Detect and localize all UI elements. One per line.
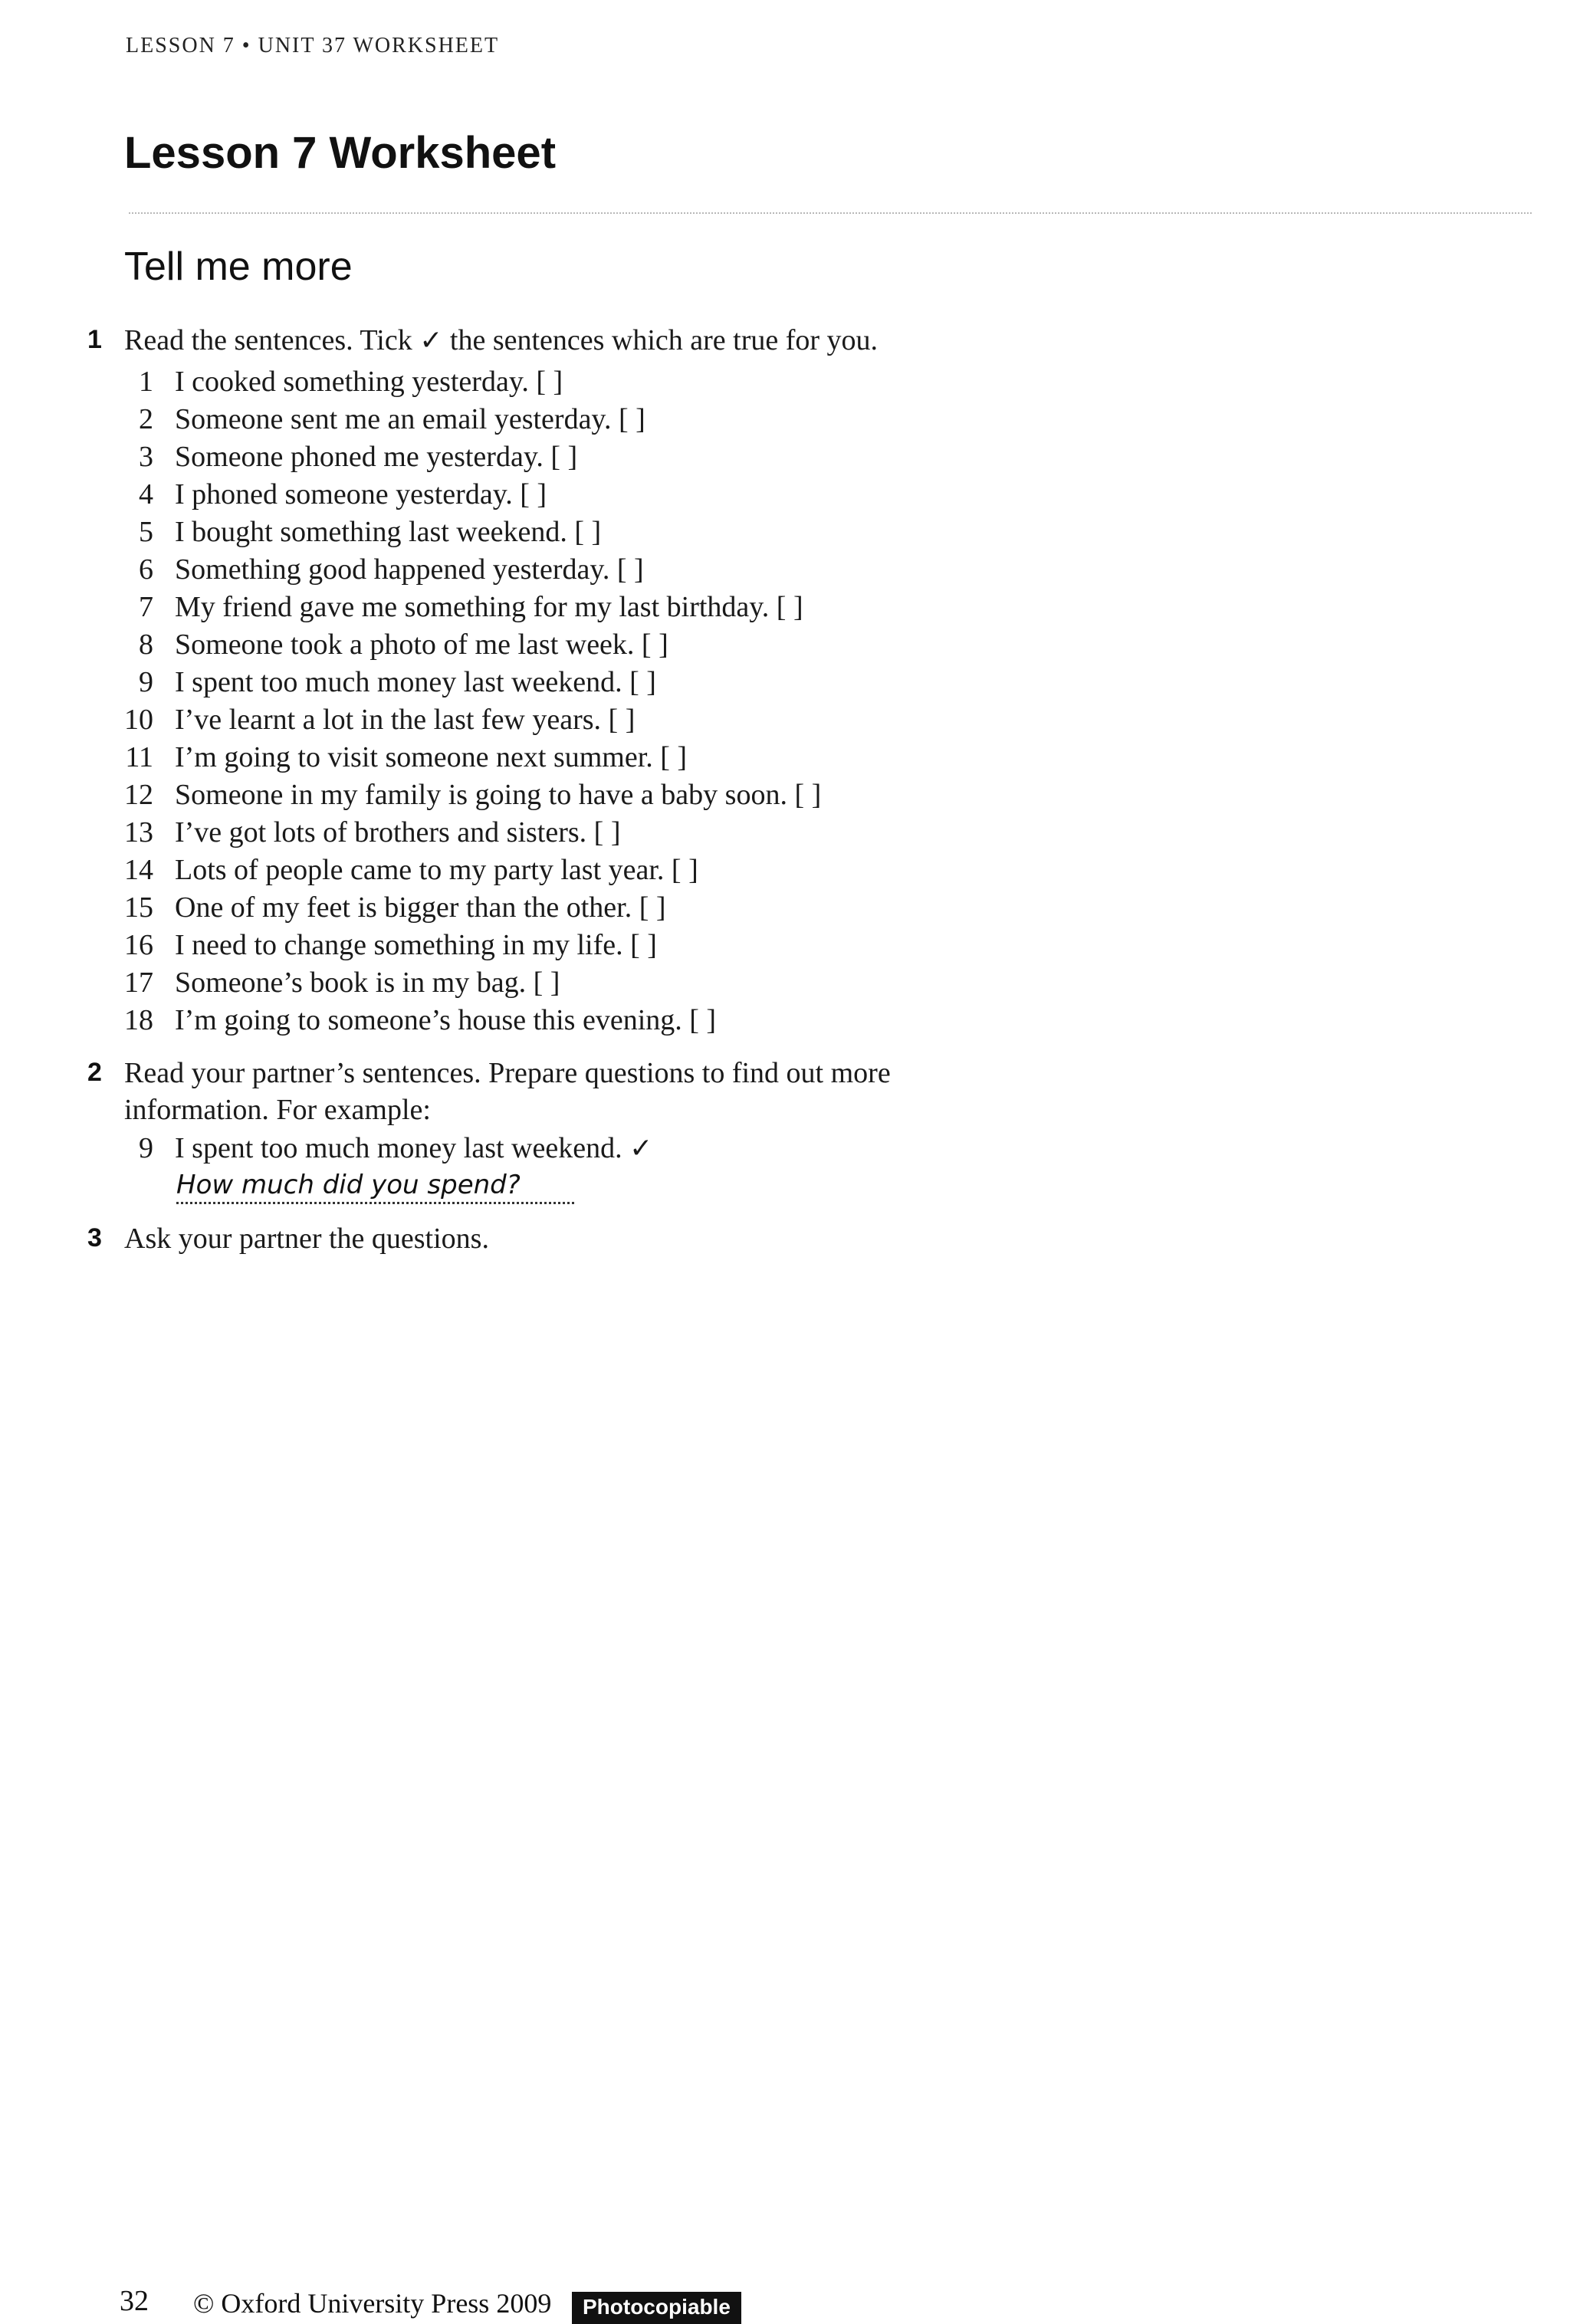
list-item <box>0 1003 997 1041</box>
sentence-number: 17 <box>124 967 153 999</box>
list-item <box>0 515 997 553</box>
exercise-2-number: 2 <box>87 1058 102 1087</box>
sentence-text: I need to change something in my life. [ ] <box>175 929 657 961</box>
sentence-number: 4 <box>139 478 153 510</box>
sentence-number: 14 <box>124 854 153 886</box>
list-item <box>0 778 997 816</box>
exercise-2-instruction-line1: Read your partner’s sentences. Prepare questions to find out more <box>124 1057 891 1089</box>
title-divider <box>129 212 1532 214</box>
sentence-number: 2 <box>139 403 153 435</box>
list-item <box>0 740 997 778</box>
list-item <box>0 365 997 402</box>
sentence-text: I phoned someone yesterday. [ ] <box>175 478 547 510</box>
list-item <box>0 665 997 703</box>
sentence-text: Something good happened yesterday. [ ] <box>175 553 644 586</box>
example-answer-handwritten: How much did you spend? <box>176 1170 574 1204</box>
running-head: LESSON 7 • UNIT 37 WORKSHEET <box>126 34 500 57</box>
page-title: Lesson 7 Worksheet <box>124 128 557 178</box>
list-item <box>0 703 997 740</box>
sentence-text: I’m going to someone’s house this evening. [ ] <box>175 1004 717 1036</box>
sentence-text: Someone took a photo of me last week. [ ] <box>175 629 668 661</box>
list-item <box>0 628 997 665</box>
sentence-text: Lots of people came to my party last year. [ ] <box>175 854 698 886</box>
sentence-number: 8 <box>139 629 153 661</box>
sentence-text: I’ve learnt a lot in the last few years. [ ] <box>175 704 636 736</box>
sentence-text: One of my feet is bigger than the other. [ ] <box>175 891 666 924</box>
exercise-2-instruction <box>124 1055 891 1128</box>
sentence-text: My friend gave me something for my last birthday. [ ] <box>175 591 803 623</box>
exercise-2-instruction-line2: information. For example: <box>124 1094 431 1126</box>
list-item <box>0 891 997 928</box>
list-item <box>0 928 997 966</box>
sentence-number: 18 <box>124 1004 153 1036</box>
list-item <box>0 440 997 478</box>
exercise-3-number: 3 <box>87 1223 102 1252</box>
section-title: Tell me more <box>124 245 353 289</box>
sentence-number: 16 <box>124 929 153 961</box>
example-number: 9 <box>139 1132 153 1164</box>
list-item <box>0 553 997 590</box>
sentence-number: 13 <box>124 816 153 849</box>
sentence-number: 1 <box>139 366 153 398</box>
sentence-number: 3 <box>139 441 153 473</box>
list-item <box>0 590 997 628</box>
exercise-3-instruction: Ask your partner the questions. <box>124 1223 489 1255</box>
sentence-text: Someone phoned me yesterday. [ ] <box>175 441 578 473</box>
page-number: 32 <box>120 2285 149 2317</box>
sentence-text: Someone’s book is in my bag. [ ] <box>175 967 560 999</box>
list-item <box>0 816 997 853</box>
copyright-notice: © Oxford University Press 2009 <box>193 2288 552 2319</box>
sentence-number: 12 <box>124 779 153 811</box>
example-text: I spent too much money last weekend. <box>175 1132 622 1164</box>
sentence-text: I cooked something yesterday. [ ] <box>175 366 563 398</box>
sentence-number: 7 <box>139 591 153 623</box>
sentence-number: 5 <box>139 516 153 548</box>
instruction-text-start: Read the sentences. Tick <box>124 324 412 356</box>
sentence-text: I’ve got lots of brothers and sisters. [ ] <box>175 816 621 849</box>
photocopiable-badge: Photocopiable <box>572 2292 741 2324</box>
example-text-wrap <box>175 1131 652 1165</box>
sentence-text: I’m going to visit someone next summer. [ ] <box>175 741 688 773</box>
instruction-text-end: the sentences which are true for you. <box>449 324 879 356</box>
sentence-text: I spent too much money last weekend. [ ] <box>175 666 656 698</box>
sentence-number: 11 <box>125 741 153 773</box>
sentence-text: Someone in my family is going to have a baby soon. [ ] <box>175 779 822 811</box>
sentence-text: I bought something last weekend. [ ] <box>175 516 602 548</box>
list-item <box>0 402 997 440</box>
list-item <box>0 853 997 891</box>
tick-icon: ✓ <box>419 325 443 356</box>
sentence-number: 6 <box>139 553 153 586</box>
tick-icon: ✓ <box>629 1133 653 1164</box>
sentence-number: 15 <box>124 891 153 924</box>
exercise-1-instruction <box>124 322 878 359</box>
sentence-text: Someone sent me an email yesterday. [ ] <box>175 403 645 435</box>
sentence-number: 10 <box>124 704 153 736</box>
list-item <box>0 966 997 1003</box>
exercise-1-number: 1 <box>87 325 102 354</box>
sentence-number: 9 <box>139 666 153 698</box>
list-item <box>0 478 997 515</box>
